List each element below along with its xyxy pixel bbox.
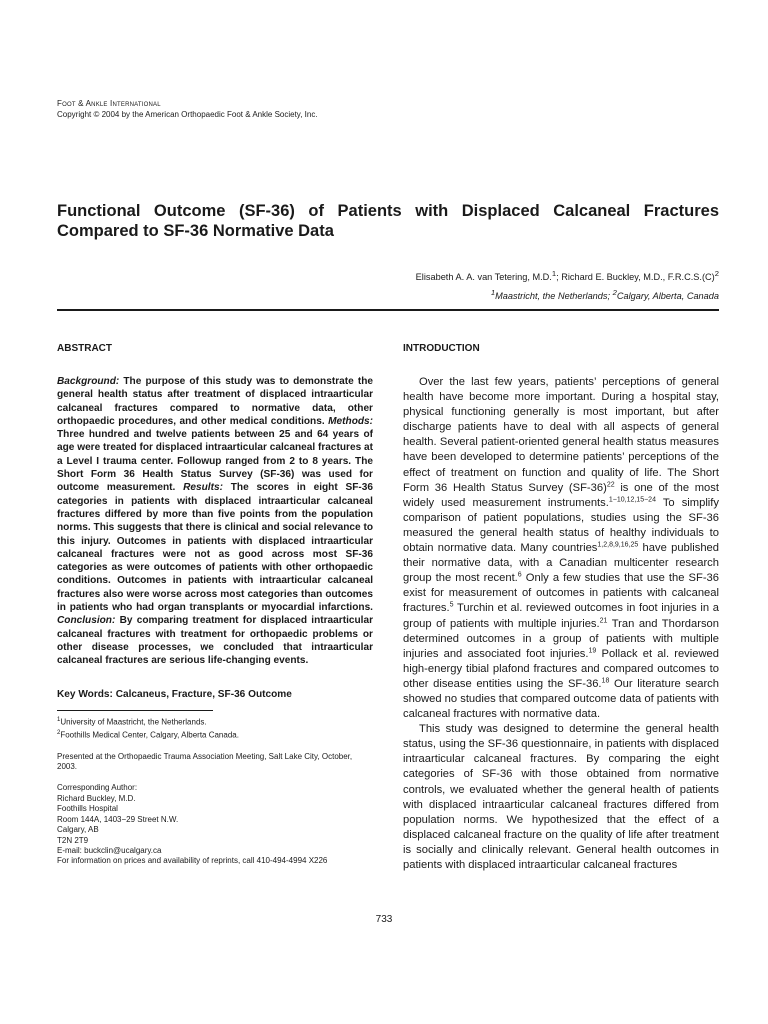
methods-text: Three hundred and twelve patients between 25 and 64 years of age were treated for displaced intraarticular calcaneal fractures at a Level I trauma center. Followup ranged from 2 to 8 years. The Short Form 36 Health Status Survey (SF-36) was used for outcome measurement. — [57, 429, 373, 494]
footnote-2-sup: 2 — [57, 729, 61, 736]
key-words: Key Words: Calcaneus, Fracture, SF-36 Outcome — [57, 688, 292, 700]
conclusion-text: By comparing treatment for displaced intraarticular calcaneal fractures with treatment for orthopaedic problems or other disease processes, we concluded that intraarticular calcaneal fractures are serious life-changing events. — [57, 615, 373, 667]
aff-1-sup: 1 — [490, 288, 496, 298]
footnote-2-text: Foothills Medical Center, Calgary, Alberta Canada. — [60, 730, 239, 740]
footnote-1-text: University of Maastricht, the Netherlands. — [60, 717, 207, 727]
abstract-heading: ABSTRACT — [57, 343, 112, 354]
citation-sup: 19 — [588, 646, 597, 654]
journal-name: Foot & Ankle International — [57, 99, 161, 108]
aff-1: Maastricht, the Netherlands; — [495, 291, 613, 302]
corresponding-line: Foothills Hospital — [57, 804, 118, 814]
methods-label: Methods: — [328, 415, 373, 427]
author-block — [416, 266, 719, 304]
intro-text: have published their normative data, with a Canadian multicenter research group the most recent. — [403, 542, 719, 585]
intro-text: To simplify comparison of patient populations, studies using the SF-36 measured the general health status of healthy individuals to obtain normative data. Many countries — [403, 496, 719, 555]
journal-header — [57, 98, 318, 120]
background-text: The purpose of this study was to demonstrate the general health status after treatment of displaced intraarticular calcaneal fractures compared to normative data, other orthopaedic procedures, and other medical conditions. — [57, 376, 373, 427]
corresponding-line: T2N 2T9 — [57, 835, 89, 845]
author-2: ; Richard E. Buckley, M.D., F.R.C.S.(C) — [556, 272, 715, 283]
footnote-1-sup: 1 — [57, 716, 61, 723]
author-1: Elisabeth A. A. van Tetering, M.D. — [415, 272, 552, 283]
corresponding-email: E-mail: buckclin@ucalgary.ca — [57, 845, 162, 855]
background-label: Background: — [57, 376, 120, 387]
author-2-sup: 2 — [714, 269, 719, 278]
citation-sup: 5 — [449, 601, 454, 609]
author-names — [416, 266, 719, 285]
right-column — [403, 343, 719, 873]
citation-sup: 6 — [517, 571, 522, 579]
intro-text: Pollack et al. reviewed high-energy tibial plafond fractures and compared outcomes to other disease entities using the SF-36. — [403, 647, 719, 690]
results-label: Results: — [183, 482, 223, 494]
abstract-text — [57, 375, 373, 668]
presented-note: Presented at the Orthopaedic Trauma Association Meeting, Salt Lake City, October, 2003. — [57, 751, 353, 772]
article-title: Functional Outcome (SF-36) of Patients with Displaced Calcaneal Fractures Compared to SF-36 Normative Data — [57, 202, 719, 240]
footnote-1 — [57, 715, 373, 728]
footnote-2 — [57, 728, 373, 741]
aff-2: Calgary, Alberta, Canada — [616, 291, 719, 302]
left-column — [57, 343, 373, 867]
corresponding-line: Room 144A, 1403−29 Street N.W. — [57, 814, 179, 824]
corresponding-line: Calgary, AB — [57, 825, 99, 835]
intro-text: Turchin et al. reviewed outcomes in foot injuries in a group of patients with multiple injuries. — [403, 602, 719, 630]
intro-text: is one of the most widely used measurement instruments. — [403, 481, 719, 509]
corresponding-line: Richard Buckley, M.D. — [57, 793, 136, 803]
author-1-sup: 1 — [551, 269, 557, 278]
page-number: 733 — [375, 914, 393, 925]
intro-text: Over the last few years, patients’ perceptions of general health have become more important. During a hospital stay, physical functioning generally is most important, but after discharge patients have to deal with all aspects of general health. Several patient-oriented general health status measures have been developed to determine patients’ perceptions of the effect of treatment on function and quality of life. The Short Form 36 Health Status Survey (SF-36) — [403, 376, 719, 494]
citation-sup: 1−10,12,15−24 — [608, 496, 656, 504]
intro-text: Tran and Thordarson determined outcomes in a group of patients with multiple injuries and associated foot injuries. — [403, 617, 719, 660]
citation-sup: 21 — [599, 616, 608, 624]
citation-sup: 18 — [601, 677, 610, 685]
results-text: The scores in eight SF-36 categories in patients with displaced intraarticular calcaneal fractures differed by more than five points from the population norms. This suggests that there is clinical and social relevance to this injury. Outcomes in patients with displaced intraarticular calcaneal fractures were not as good across most SF-36 categories as were outcomes of patients with other orthopaedic conditions. Outcomes in patients with intraarticular calcaneal fractures also were worse across most categories than outcomes in patients who had organ transplants or myocardial infarctions. — [57, 482, 373, 614]
title-divider — [57, 309, 719, 311]
corresponding-line: Corresponding Author: — [57, 783, 138, 793]
aff-2-sup: 2 — [612, 288, 617, 298]
copyright-line: Copyright © 2004 by the American Orthopaedic Foot & Ankle Society, Inc. — [57, 110, 318, 119]
reprints-note: For information on prices and availability of reprints, call 410-494-4994 X226 — [57, 856, 328, 866]
footnote-divider — [57, 710, 213, 711]
intro-text: Only a few studies that use the SF-36 exist for measurement of outcomes in patients with calcaneal fractures. — [403, 572, 719, 615]
introduction-heading: INTRODUCTION — [403, 343, 480, 354]
author-affiliations — [416, 285, 719, 304]
intro-paragraph-1 — [403, 375, 719, 722]
citation-sup: 1,2,8,9,16,25 — [597, 541, 639, 549]
intro-paragraph-2: This study was designed to determine the general health status, using the SF-36 questionnaire, in patients with displaced intraarticular calcaneal fractures. By comparing the eight categories of SF-36 with those obtained from normative controls, we evaluated whether the general health of patients with displaced intraarticular calcaneal fractures differed from population norms. We hypothesized that the effect of a displaced calcaneal fracture on the quality of life after treatment is socially and clinically relevant. General health outcomes in patients with displaced intraarticular calcaneal fractures — [403, 723, 719, 871]
intro-text: Our literature search showed no studies that compared outcome data of patients with calcaneal fractures with normative data. — [403, 677, 719, 721]
citation-sup: 22 — [606, 480, 615, 488]
corresponding-author-block — [57, 783, 373, 866]
conclusion-label: Conclusion: — [57, 615, 116, 627]
